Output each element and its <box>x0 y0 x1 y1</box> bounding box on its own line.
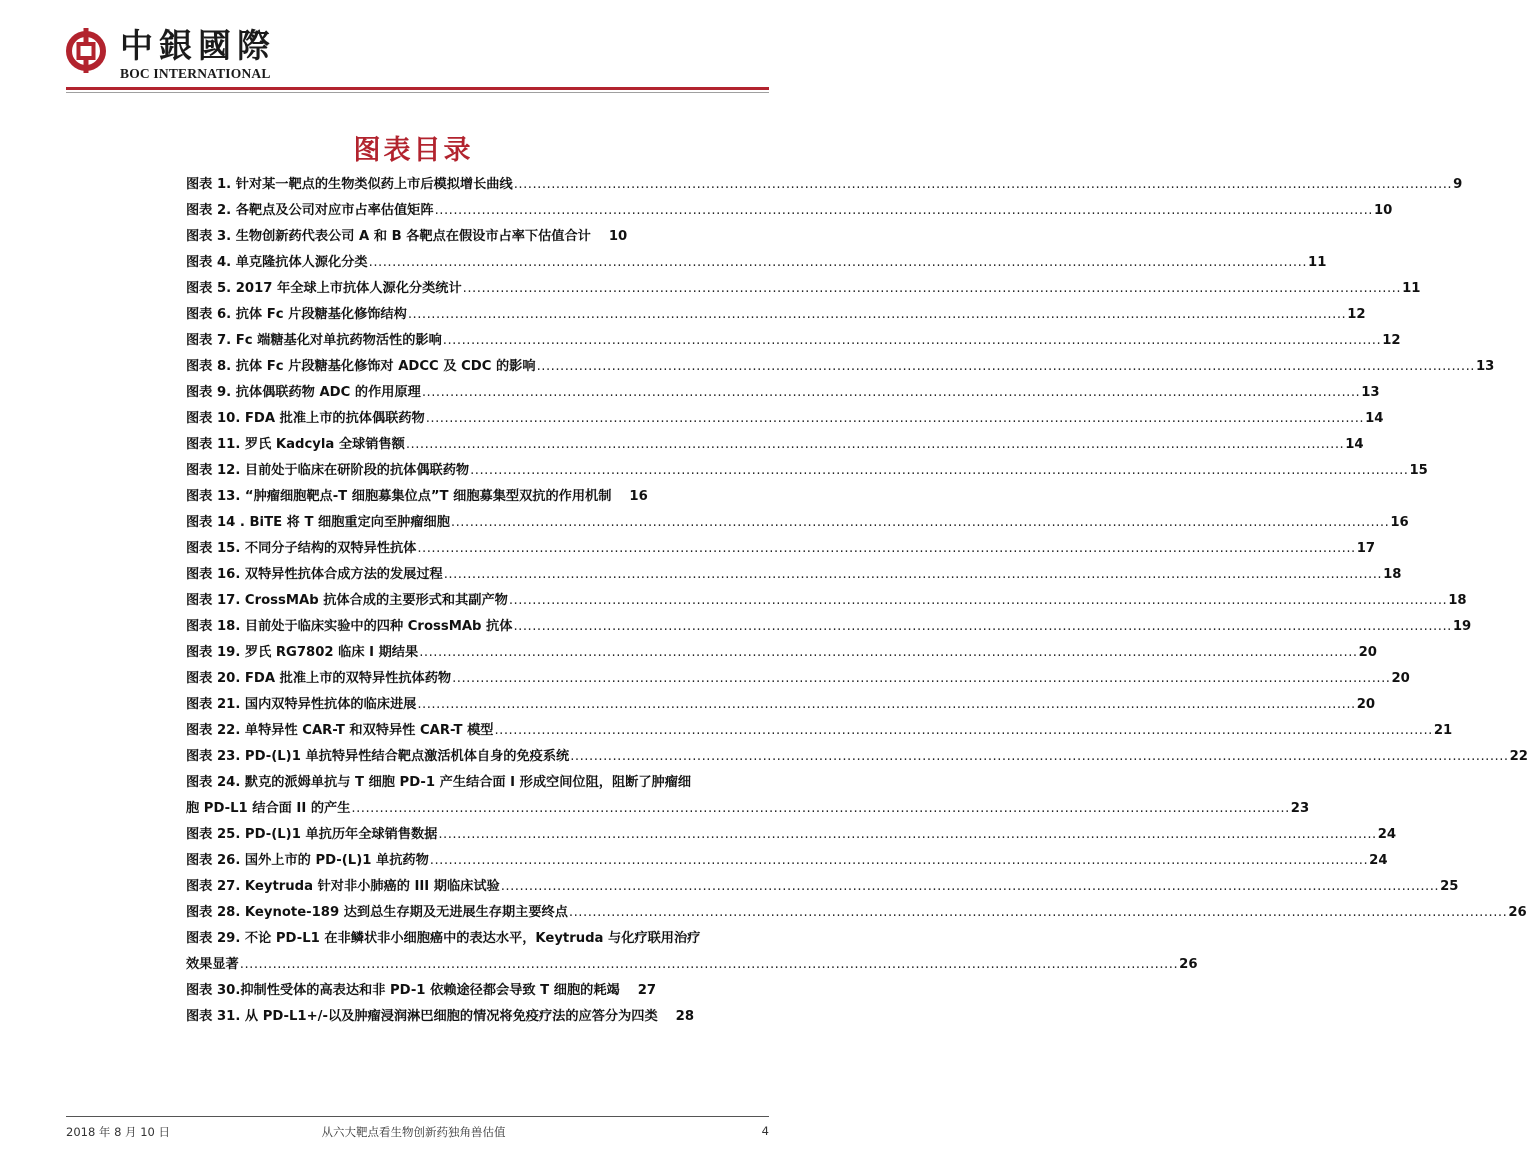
toc-entry-label: 图表 22. 单特异性 CAR-T 和双特异性 CAR-T 模型 <box>186 723 494 738</box>
toc-entry[interactable] <box>186 354 1495 380</box>
toc-entry[interactable] <box>186 874 1459 900</box>
toc-entry-label: 图表 6. 抗体 Fc 片段糖基化修饰结构 <box>186 307 407 322</box>
toc-entry-page: 22 <box>1509 749 1528 764</box>
toc-entry-page: 16 <box>629 489 648 504</box>
footer-page-number: 4 <box>761 1124 769 1138</box>
toc-entry-page: 18 <box>1383 567 1402 582</box>
toc-entry[interactable] <box>186 328 1401 354</box>
toc-entry[interactable] <box>186 744 1528 770</box>
toc-entry-label: 图表 3. 生物创新药代表公司 A 和 B 各靶点在假设市占率下估值合计 <box>186 229 591 244</box>
toc-entry[interactable] <box>186 224 716 250</box>
toc-entry-label: 图表 11. 罗氏 Kadcyla 全球销售额 <box>186 437 405 452</box>
toc-entry[interactable] <box>186 770 1310 822</box>
dot-leader: ........................................................................................................................................................................................................ <box>513 177 1453 192</box>
toc-entry-label: 图表 23. PD-(L)1 单抗特异性结合靶点激活机体自身的免疫系统 <box>186 749 570 764</box>
toc-entry-label: 图表 28. Keynote-189 达到总生存期及无进展生存期主要终点 <box>186 905 568 920</box>
toc-entry[interactable] <box>186 276 1421 302</box>
dot-leader: ........................................................................................................................................................................................................ <box>443 567 1383 582</box>
toc-entry[interactable] <box>186 432 1364 458</box>
brand-name-chinese: 中銀國際 <box>120 26 276 65</box>
toc-entry-label: 图表 8. 抗体 Fc 片段糖基化修饰对 ADCC 及 CDC 的影响 <box>186 359 536 374</box>
toc-entry-label: 图表 5. 2017 年全球上市抗体人源化分类统计 <box>186 281 462 296</box>
toc-entry-page: 20 <box>1391 671 1410 686</box>
toc-entry[interactable] <box>186 822 1397 848</box>
toc-entry-page: 9 <box>1453 177 1463 192</box>
dot-leader: ........................................................................................................................................................................................................ <box>429 853 1369 868</box>
toc-entry-label: 图表 2. 各靶点及公司对应市占率估值矩阵 <box>186 203 434 218</box>
brand-name-english: BOC INTERNATIONAL <box>120 66 271 81</box>
toc-entry[interactable] <box>186 926 1198 978</box>
dot-leader: ........................................................................................................................................................................................................ <box>536 359 1475 374</box>
toc-entry-page: 19 <box>1452 619 1472 634</box>
toc-entry-page: 17 <box>1356 541 1376 556</box>
boc-logo-icon <box>66 27 106 83</box>
dot-leader: ........................................................................................................................................................................................................ <box>417 697 1356 712</box>
dot-leader: ........................................................................................................................................................................................................ <box>450 515 1390 530</box>
toc-entry-page: 12 <box>1382 333 1401 348</box>
toc-entry[interactable] <box>186 640 1377 666</box>
dot-leader: ........................................................................................................................................................................................................ <box>568 905 1508 920</box>
toc-entry-label: 图表 24. 默克的派姆单抗与 T 细胞 PD-1 产生结合面 I 形成空间位阻，阻断了肿瘤细 <box>186 775 692 790</box>
toc-entry[interactable] <box>186 198 1393 224</box>
toc-entry[interactable] <box>186 978 716 1004</box>
toc-entry-label: 图表 31. 从 PD-L1+/-以及肿瘤浸润淋巴细胞的情况将免疫疗法的应答分为四类 <box>186 1009 658 1024</box>
dot-leader: ........................................................................................................................................................................................................ <box>442 333 1382 348</box>
footer-rule <box>66 1116 769 1117</box>
toc-entry-page: 13 <box>1361 385 1380 400</box>
dot-leader: ........................................................................................................................................................................................................ <box>494 723 1433 738</box>
toc-entry-page: 23 <box>1290 801 1310 816</box>
toc-entry[interactable] <box>186 614 1472 640</box>
dot-leader: ........................................................................................................................................................................................................ <box>570 749 1509 764</box>
toc-entry-page: 13 <box>1475 359 1495 374</box>
toc-entry-label: 图表 20. FDA 批准上市的双特异性抗体药物 <box>186 671 452 686</box>
toc-entry[interactable] <box>186 172 1463 198</box>
toc-entry[interactable] <box>186 562 1402 588</box>
header-rule-red <box>66 87 769 90</box>
toc-entry-label: 图表 12. 目前处于临床在研阶段的抗体偶联药物 <box>186 463 470 478</box>
dot-leader: ........................................................................................................................................................................................................ <box>417 541 1356 556</box>
toc-entry[interactable] <box>186 1004 716 1030</box>
dot-leader: ........................................................................................................................................................................................................ <box>452 671 1391 686</box>
toc-entry[interactable] <box>186 484 716 510</box>
dot-leader: ........................................................................................................................................................................................................ <box>421 385 1361 400</box>
toc-entry-page: 18 <box>1448 593 1467 608</box>
toc-entry-label: 图表 18. 目前处于临床实验中的四种 CrossMAb 抗体 <box>186 619 513 634</box>
toc-entry-label: 图表 7. Fc 端糖基化对单抗药物活性的影响 <box>186 333 442 348</box>
dot-leader: ........................................................................................................................................................................................................ <box>470 463 1409 478</box>
toc-entry[interactable] <box>186 848 1388 874</box>
toc-entry-label-continued: 效果显著 <box>186 957 239 972</box>
toc-entry[interactable] <box>186 510 1409 536</box>
toc-entry-label: 图表 4. 单克隆抗体人源化分类 <box>186 255 368 270</box>
toc-entry-label: 图表 29. 不论 PD-L1 在非鳞状非小细胞癌中的表达水平，Keytruda 与化疗联用治疗 <box>186 931 701 946</box>
toc-entry-page: 14 <box>1345 437 1364 452</box>
toc-entry[interactable] <box>186 406 1384 432</box>
toc-entry-label: 图表 25. PD-(L)1 单抗历年全球销售数据 <box>186 827 438 842</box>
header-rule-grey <box>66 92 769 93</box>
toc-entry[interactable] <box>186 380 1380 406</box>
dot-leader: ........................................................................................................................................................................................................ <box>508 593 1448 608</box>
dot-leader: ........................................................................................................................................................................................................ <box>425 411 1365 426</box>
toc-entry-page: 10 <box>608 229 628 244</box>
dot-leader: ........................................................................................................................................................................................................ <box>407 307 1347 322</box>
toc-entry-label: 图表 1. 针对某一靶点的生物类似药上市后模拟增长曲线 <box>186 177 513 192</box>
toc-entry-page: 27 <box>637 983 657 998</box>
toc-entry[interactable] <box>186 666 1410 692</box>
toc-entry-label: 图表 19. 罗氏 RG7802 临床 I 期结果 <box>186 645 419 660</box>
toc-entry-page: 24 <box>1369 853 1388 868</box>
toc-entry-page: 12 <box>1347 307 1366 322</box>
dot-leader: ........................................................................................................................................................................................................ <box>513 619 1452 634</box>
toc-entry-page: 16 <box>1390 515 1409 530</box>
toc-entry-page: 20 <box>1356 697 1376 712</box>
toc-entry[interactable] <box>186 458 1428 484</box>
toc-entry[interactable] <box>186 588 1467 614</box>
dot-leader: ........................................................................................................................................................................................................ <box>419 645 1358 660</box>
dot-leader: ........................................................................................................................................................................................................ <box>368 255 1308 270</box>
dot-leader: ........................................................................................................................................................................................................ <box>500 879 1440 894</box>
dot-leader: ........................................................................................................................................................................................................ <box>434 203 1373 218</box>
toc-entry-page: 26 <box>1179 957 1198 972</box>
dot-leader: ........................................................................................................................................................................................................ <box>438 827 1377 842</box>
toc-entry-label: 图表 14 . BiTE 将 T 细胞重定向至肿瘤细胞 <box>186 515 450 530</box>
page-title: 图表目录 <box>353 135 474 166</box>
toc-entry-page: 24 <box>1377 827 1397 842</box>
toc-entry-page: 10 <box>1373 203 1393 218</box>
toc-entry[interactable] <box>186 250 1327 276</box>
toc-entry-label-continued: 胞 PD-L1 结合面 II 的产生 <box>186 801 351 816</box>
dot-leader: ........................................................................................................................................................................................................ <box>462 281 1402 296</box>
dot-leader: ........................................................................................................................................................................................................ <box>405 437 1345 452</box>
toc-entry[interactable] <box>186 536 1376 562</box>
dot-leader: ........................................................................................................................................................................................................ <box>351 801 1290 816</box>
toc-entry-label: 图表 16. 双特异性抗体合成方法的发展过程 <box>186 567 443 582</box>
toc-entry-page: 11 <box>1402 281 1421 296</box>
toc-entry-page: 28 <box>675 1009 694 1024</box>
footer-report-title: 从六大靶点看生物创新药独角兽估值 <box>321 1125 506 1139</box>
toc-entry[interactable] <box>186 692 1376 718</box>
toc-entry[interactable] <box>186 900 1527 926</box>
toc-entry-page: 20 <box>1358 645 1377 660</box>
toc-entry-label: 图表 30.抑制性受体的高表达和非 PD-1 依赖途径都会导致 T 细胞的耗竭 <box>186 983 620 998</box>
toc-entry-label: 图表 17. CrossMAb 抗体合成的主要形式和其副产物 <box>186 593 508 608</box>
toc-entry-page: 11 <box>1308 255 1327 270</box>
toc-entry-label: 图表 27. Keytruda 针对非小肺癌的 III 期临床试验 <box>186 879 500 894</box>
toc-entry-label: 图表 13. “肿瘤细胞靶点-T 细胞募集位点”T 细胞募集型双抗的作用机制 <box>186 489 612 504</box>
toc-entry[interactable] <box>186 302 1366 328</box>
table-of-figures <box>186 172 1528 1030</box>
toc-entry-label: 图表 26. 国外上市的 PD-(L)1 单抗药物 <box>186 853 429 868</box>
toc-entry[interactable] <box>186 718 1453 744</box>
toc-entry-page: 14 <box>1365 411 1384 426</box>
toc-entry-page: 26 <box>1508 905 1527 920</box>
toc-entry-page: 15 <box>1409 463 1428 478</box>
toc-entry-label: 图表 15. 不同分子结构的双特异性抗体 <box>186 541 417 556</box>
toc-entry-label: 图表 10. FDA 批准上市的抗体偶联药物 <box>186 411 425 426</box>
toc-entry-label: 图表 9. 抗体偶联药物 ADC 的作用原理 <box>186 385 421 400</box>
footer-date: 2018 年 8 月 10 日 <box>66 1125 170 1139</box>
toc-entry-page: 21 <box>1433 723 1453 738</box>
toc-entry-page: 25 <box>1440 879 1459 894</box>
toc-entry-label: 图表 21. 国内双特异性抗体的临床进展 <box>186 697 417 712</box>
dot-leader: ........................................................................................................................................................................................................ <box>239 957 1179 972</box>
